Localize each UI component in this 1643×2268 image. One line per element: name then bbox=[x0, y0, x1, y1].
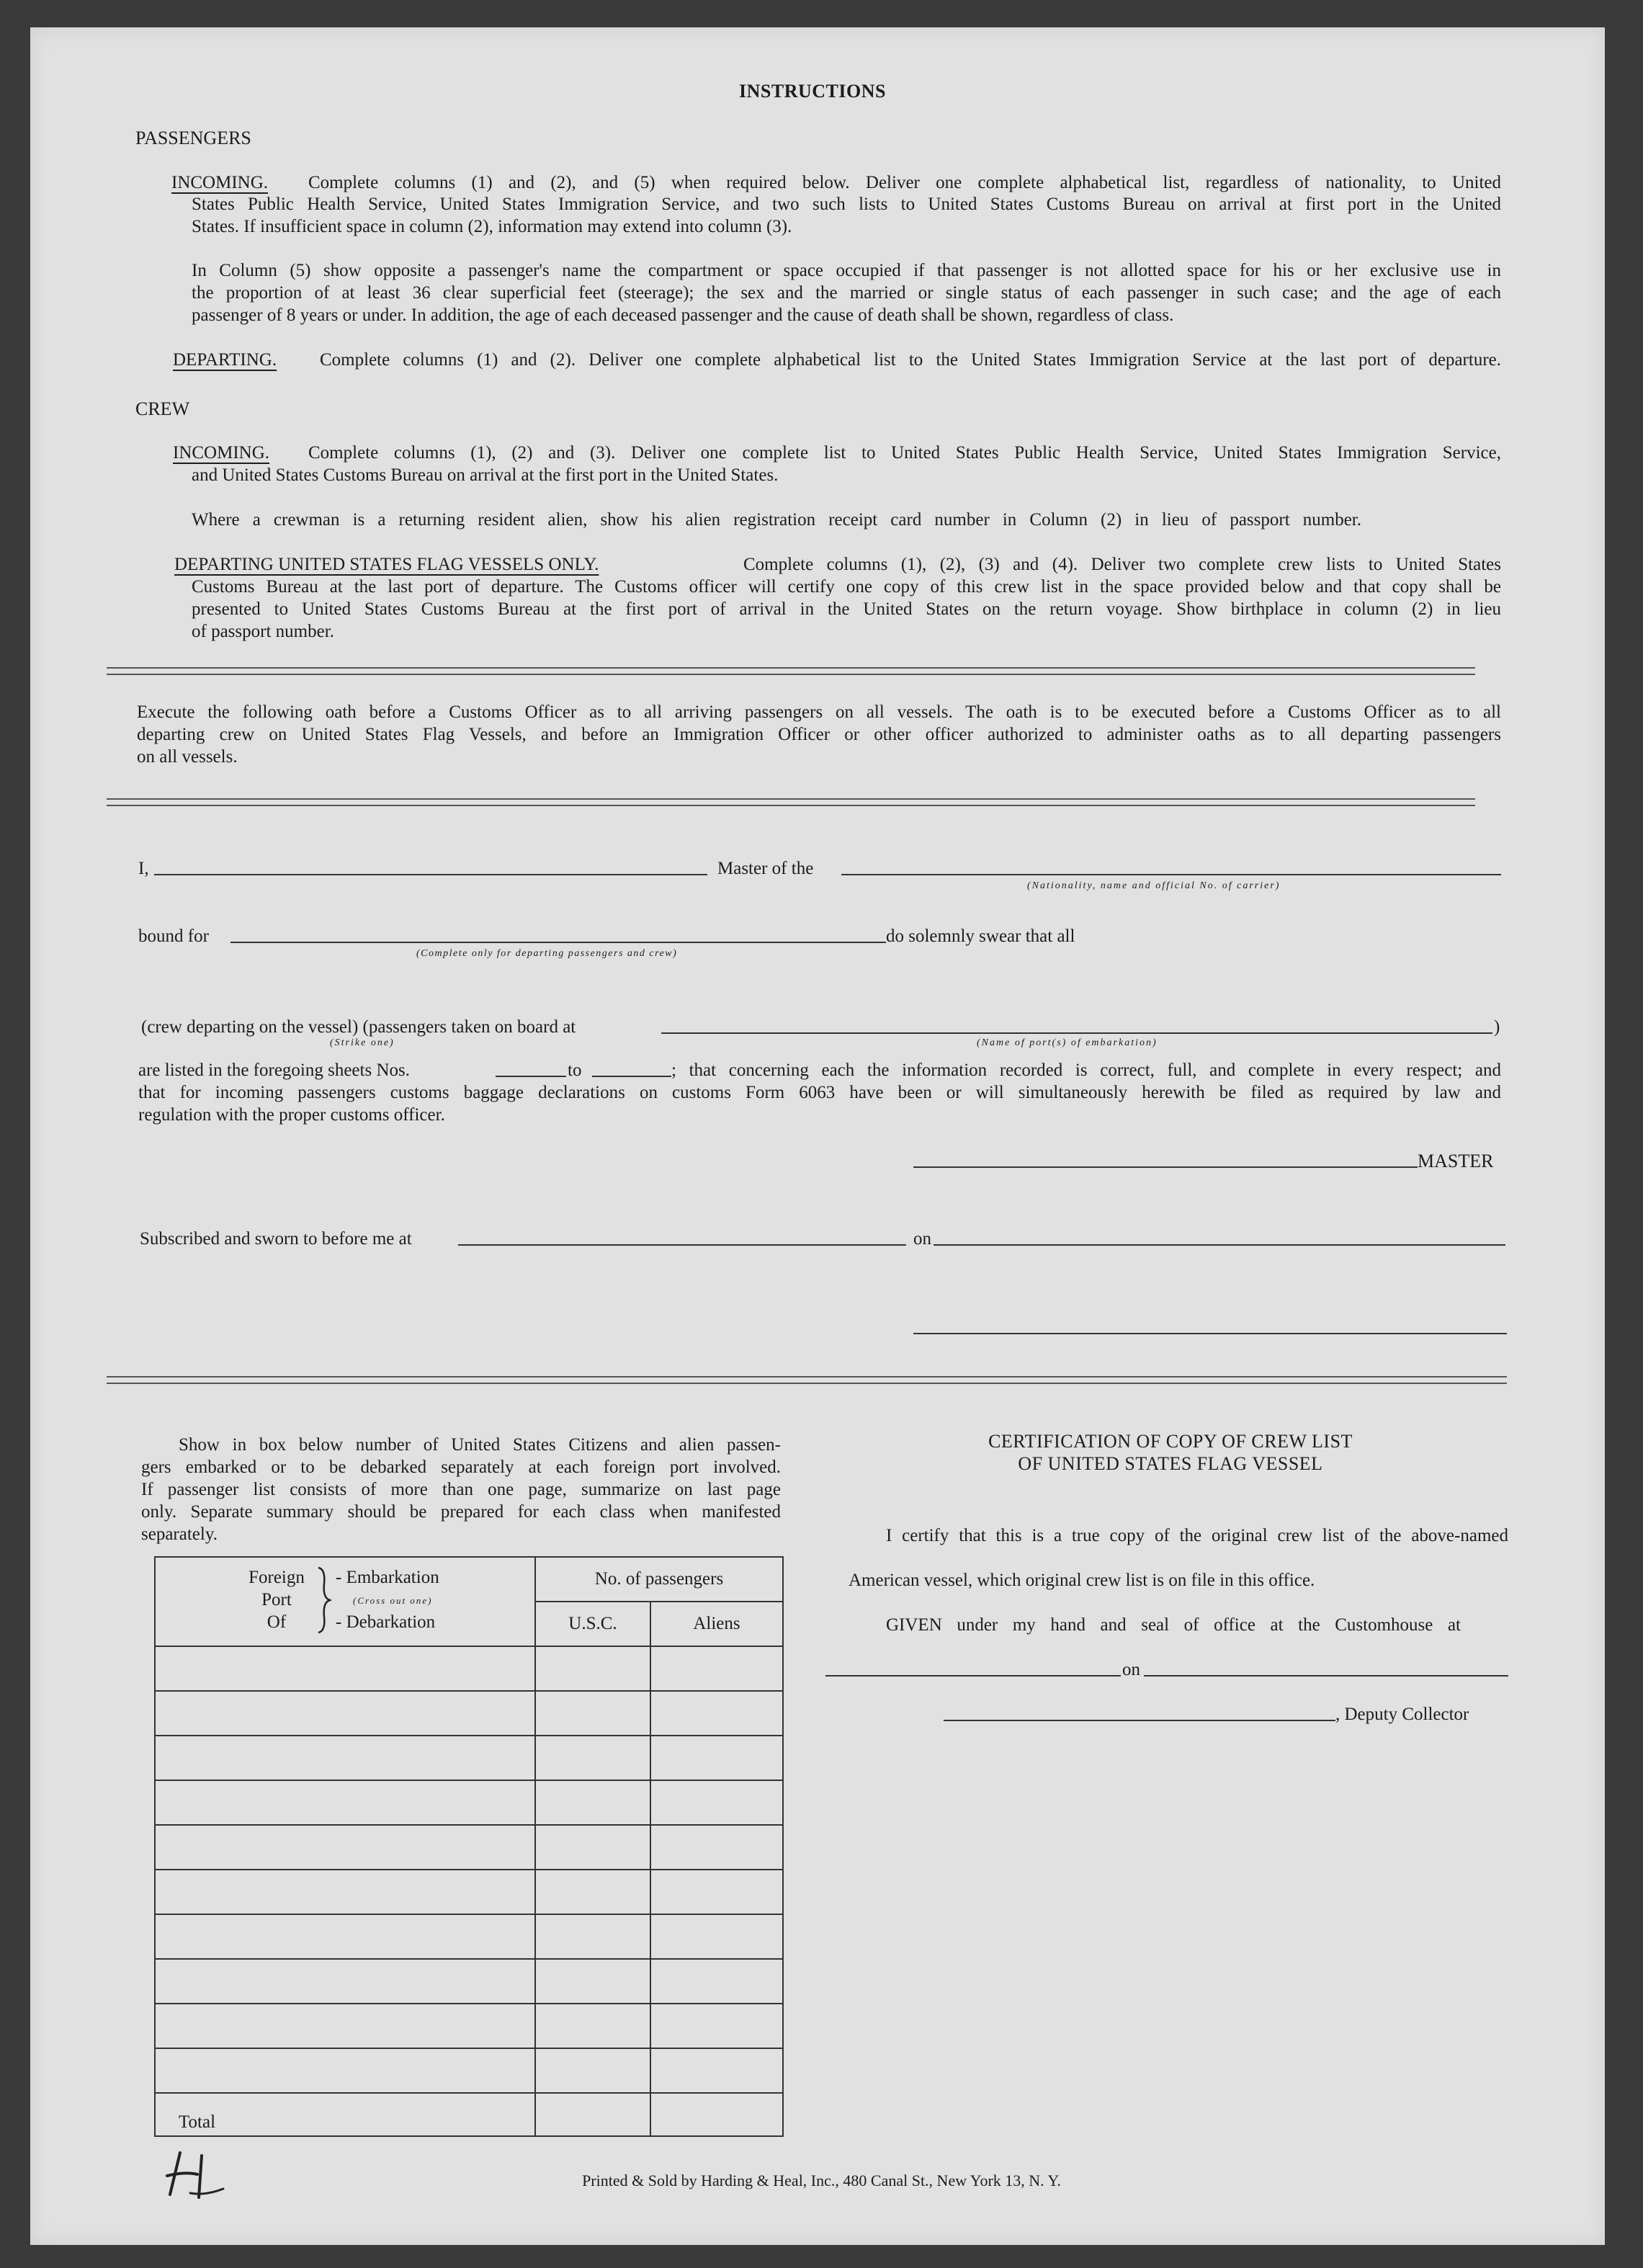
close-paren: ) bbox=[1494, 1017, 1500, 1037]
nationality-caption: (Nationality, name and official No. of carrier) bbox=[1027, 880, 1281, 891]
given-text: GIVEN under my hand and seal of office at the Customhouse at bbox=[886, 1615, 1461, 1635]
column5-line: the proportion of at least 36 clear superficial feet (steerage); the sex and the married or single status of each passenger in such case; and the age of each bbox=[192, 283, 1501, 303]
summary-instruction-line: gers embarked or to be debarked separately at each foreign port involved. bbox=[141, 1457, 781, 1477]
passengers-section-title: PASSENGERS bbox=[135, 128, 251, 148]
usc-cell[interactable] bbox=[535, 1959, 650, 2004]
ports-of-embarkation-field[interactable] bbox=[661, 1032, 1492, 1034]
usc-cell[interactable] bbox=[535, 2048, 650, 2093]
solemnly-swear-text: do solemnly swear that all bbox=[886, 927, 1075, 946]
summary-instruction-line: Show in box below number of United States Citizens and alien passen- bbox=[179, 1435, 781, 1455]
aliens-cell[interactable] bbox=[650, 2004, 783, 2048]
crew-incoming-line: Complete columns (1), (2) and (3). Deliver one complete list to United States Public Health Service, United States Immigration Service, bbox=[308, 443, 1501, 463]
deputy-collector-label: , Deputy Collector bbox=[1335, 1705, 1469, 1724]
printer-footer: Printed & Sold by Harding & Heal, Inc., 480 Canal St., New York 13, N. Y. bbox=[582, 2171, 1061, 2189]
crew-departing-line: Customs Bureau at the last port of departure. The Customs officer will certify one copy of this crew list in the space provided below and that copy shall be bbox=[192, 577, 1501, 597]
listed-text: are listed in the foregoing sheets Nos. bbox=[138, 1061, 410, 1080]
brace-icon bbox=[315, 1566, 331, 1634]
crewman-text: Where a crewman is a returning resident alien, show his alien registration receipt card number in Column (2) in lieu of passport number. bbox=[192, 510, 1361, 530]
regulation-text: regulation with the proper customs officer. bbox=[138, 1105, 445, 1125]
summary-instruction-line: separately. bbox=[141, 1524, 218, 1544]
port-cell[interactable] bbox=[155, 1825, 535, 1870]
summary-instruction-line: only. Separate summary should be prepared for each class when manifested bbox=[141, 1502, 781, 1522]
passengers-incoming-line: States. If insufficient space in column (2), information may extend into column (3). bbox=[192, 217, 792, 236]
subscribed-label: Subscribed and sworn to before me at bbox=[140, 1229, 412, 1249]
customhouse-place-field[interactable] bbox=[825, 1675, 1121, 1677]
port-cell[interactable] bbox=[155, 2048, 535, 2093]
crew-departing-line: of passport number. bbox=[192, 622, 334, 641]
american-vessel-text: American vessel, which original crew list is on file in this office. bbox=[849, 1571, 1315, 1590]
port-cell[interactable] bbox=[155, 1959, 535, 2004]
certification-title-line1: CERTIFICATION OF COPY OF CREW LIST bbox=[988, 1431, 1353, 1452]
usc-cell[interactable] bbox=[535, 2004, 650, 2048]
divider bbox=[107, 798, 1475, 806]
crew-incoming-label: INCOMING. bbox=[173, 443, 270, 463]
embarkation-label: - Embarkation bbox=[336, 1568, 439, 1587]
sheet-from-field[interactable] bbox=[496, 1076, 566, 1077]
cross-out-caption: (Cross out one) bbox=[353, 1595, 433, 1606]
crew-section-title: CREW bbox=[135, 398, 190, 419]
port-cell[interactable] bbox=[155, 1691, 535, 1736]
usc-cell[interactable] bbox=[535, 1646, 650, 1691]
divider bbox=[107, 1376, 1507, 1384]
master-name-field[interactable] bbox=[154, 874, 707, 875]
passengers-incoming-line: States Public Health Service, United States Immigration Service, and two such lists to United States Customs Bureau on arrival at first port in the United bbox=[192, 195, 1501, 214]
aliens-cell[interactable] bbox=[650, 1646, 783, 1691]
total-usc-cell[interactable] bbox=[535, 2093, 650, 2136]
sheet-to-field[interactable] bbox=[592, 1076, 671, 1077]
usc-header: U.S.C. bbox=[535, 1602, 650, 1646]
crew-departing-text: (crew departing on the vessel) (passengers taken on board at bbox=[141, 1017, 576, 1037]
aliens-cell[interactable] bbox=[650, 1736, 783, 1780]
passengers-incoming-label: INCOMING. bbox=[171, 173, 269, 192]
port-cell[interactable] bbox=[155, 1870, 535, 1914]
usc-cell[interactable] bbox=[535, 1736, 650, 1780]
officer-signature-field[interactable] bbox=[913, 1333, 1507, 1334]
aliens-cell[interactable] bbox=[650, 1825, 783, 1870]
port-cell[interactable] bbox=[155, 2004, 535, 2048]
usc-cell[interactable] bbox=[535, 1914, 650, 1959]
oath-instruction-line: departing crew on United States Flag Vessels, and before an Immigration Officer or other officer authorized to administer oaths as to all departing passengers bbox=[137, 725, 1501, 744]
aliens-cell[interactable] bbox=[650, 1691, 783, 1736]
sworn-date-field[interactable] bbox=[934, 1244, 1505, 1246]
column5-line: passenger of 8 years or under. In addition, the age of each deceased passenger and the cause of death shall be shown, regardless of class. bbox=[192, 305, 1174, 325]
aliens-cell[interactable] bbox=[650, 1914, 783, 1959]
listed-text-cont: ; that concerning each the information recorded is correct, full, and complete in every respect; and bbox=[671, 1061, 1501, 1080]
passengers-departing-text: Complete columns (1) and (2). Deliver one complete alphabetical list to the United States Immigration Service at the last port of departure. bbox=[320, 350, 1501, 370]
baggage-text: that for incoming passengers customs baggage declarations on customs Form 6063 have been or will simultaneously herewith be filed as required by law and bbox=[138, 1083, 1501, 1102]
usc-cell[interactable] bbox=[535, 1825, 650, 1870]
port-cell[interactable] bbox=[155, 1914, 535, 1959]
of-label: Of bbox=[267, 1612, 287, 1632]
master-label: MASTER bbox=[1418, 1151, 1494, 1171]
crew-departing-line: Complete columns (1), (2), (3) and (4). Deliver two complete crew lists to United States bbox=[743, 555, 1501, 574]
aliens-cell[interactable] bbox=[650, 2048, 783, 2093]
strike-one-caption: (Strike one) bbox=[330, 1037, 395, 1048]
bound-caption: (Complete only for departing passengers and crew) bbox=[416, 948, 678, 959]
oath-instruction-line: Execute the following oath before a Customs Officer as to all arriving passengers on all vessels. The oath is to be executed before a Customs Officer as to all bbox=[137, 702, 1501, 722]
port-cell[interactable] bbox=[155, 1736, 535, 1780]
ports-caption: (Name of port(s) of embarkation) bbox=[977, 1037, 1158, 1048]
sworn-on-label: on bbox=[913, 1229, 931, 1249]
cert-on-label: on bbox=[1122, 1660, 1140, 1679]
deputy-signature-field[interactable] bbox=[944, 1720, 1335, 1721]
passengers-incoming-line: Complete columns (1) and (2), and (5) when required below. Deliver one complete alphabetical list, regardless of nationality, to United bbox=[308, 173, 1501, 192]
aliens-header: Aliens bbox=[650, 1602, 783, 1646]
usc-cell[interactable] bbox=[535, 1691, 650, 1736]
port-cell[interactable] bbox=[155, 1780, 535, 1825]
summary-instruction-line: If passenger list consists of more than one page, summarize on last page bbox=[141, 1480, 781, 1499]
master-of-the-label: Master of the bbox=[717, 859, 814, 878]
divider bbox=[107, 667, 1475, 675]
port-cell[interactable] bbox=[155, 1646, 535, 1691]
master-signature-field[interactable] bbox=[913, 1166, 1418, 1168]
crew-departing-line: presented to United States Customs Bureau at the first port of arrival in the United States on the return voyage. Show birthplace in column (2) in lieu bbox=[192, 599, 1501, 619]
port-header-cell bbox=[155, 1557, 535, 1646]
passengers-departing-label: DEPARTING. bbox=[173, 350, 277, 370]
total-label: Total bbox=[155, 2093, 535, 2136]
certify-text: I certify that this is a true copy of the original crew list of the above-named bbox=[886, 1526, 1508, 1545]
aliens-cell[interactable] bbox=[650, 1959, 783, 2004]
certification-title-line2: OF UNITED STATES FLAG VESSEL bbox=[1018, 1453, 1323, 1474]
to-label: to bbox=[568, 1061, 582, 1080]
usc-cell[interactable] bbox=[535, 1870, 650, 1914]
debarkation-label: - Debarkation bbox=[336, 1612, 436, 1632]
sworn-place-field[interactable] bbox=[458, 1244, 906, 1246]
passenger-summary-table bbox=[154, 1556, 784, 2137]
usc-cell[interactable] bbox=[535, 1780, 650, 1825]
page-title: INSTRUCTIONS bbox=[739, 81, 886, 102]
column5-line: In Column (5) show opposite a passenger's name the compartment or space occupied if that passenger is not allotted space for his or her exclusive use in bbox=[192, 261, 1501, 280]
carrier-field[interactable] bbox=[841, 874, 1501, 875]
bound-for-field[interactable] bbox=[230, 942, 886, 943]
aliens-cell[interactable] bbox=[650, 1780, 783, 1825]
bound-for-label: bound for bbox=[138, 927, 209, 946]
crew-incoming-line: and United States Customs Bureau on arrival at the first port in the United States. bbox=[192, 465, 779, 485]
total-aliens-cell[interactable] bbox=[650, 2093, 783, 2136]
aliens-cell[interactable] bbox=[650, 1870, 783, 1914]
oath-instruction-line: on all vessels. bbox=[137, 747, 238, 767]
no-of-passengers-header: No. of passengers bbox=[535, 1557, 783, 1602]
port-label: Port bbox=[261, 1590, 292, 1610]
crew-departing-label: DEPARTING UNITED STATES FLAG VESSELS ONLY. bbox=[174, 555, 599, 574]
oath-i-label: I, bbox=[138, 859, 149, 878]
cert-date-field[interactable] bbox=[1144, 1675, 1508, 1677]
foreign-label: Foreign bbox=[249, 1568, 305, 1587]
